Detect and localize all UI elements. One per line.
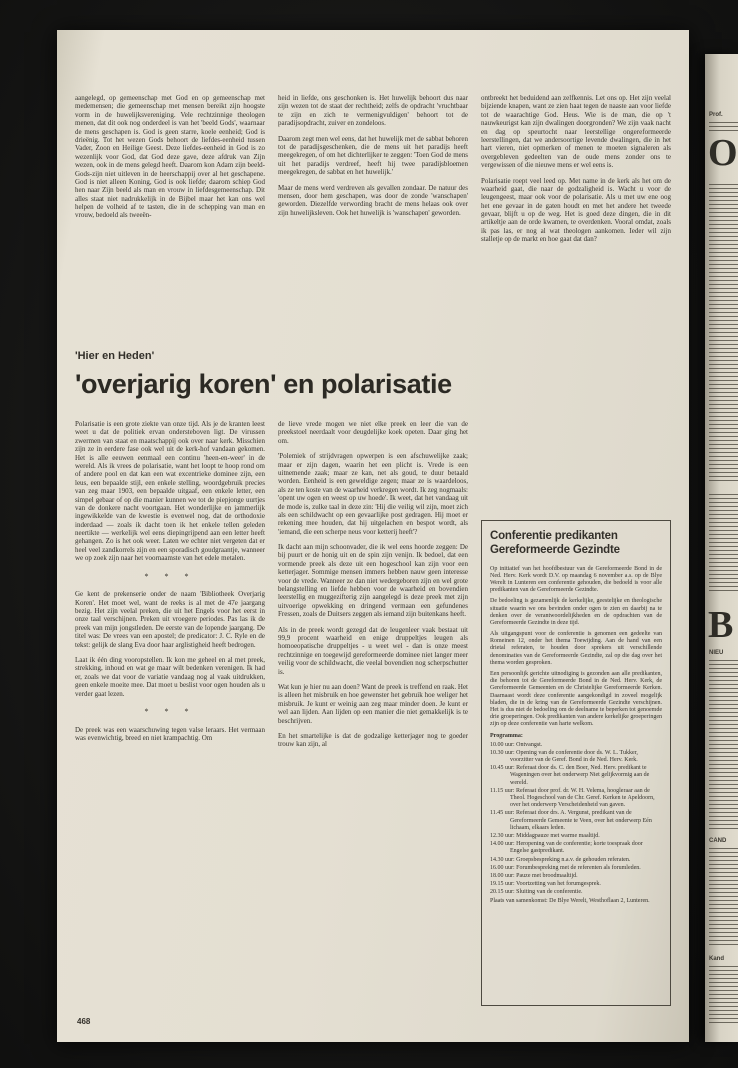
paragraph: Een persoonlijk gerichte uitnodiging is gezonden aan alle predikanten, die behoren tot de Gereformeerde Bond in de Ned. Herv. Kerk, de Gereformeerde Gemeenten en de Christelijke Gereformeerde Kerken. Daarnaast wordt deze conferentie aangekondigd in zoveel mogelijk bladen, die in de kring van de Gereformeerde Gezindte verschijnen. Het is dus niet de bedoeling om de deelname te beperken tot genoemde drie groeperingen. Ook predikanten van andere kerkelijke groeperingen zijn op deze conferentie van harte welkom. [490, 671, 662, 728]
paragraph: aangelegd, op gemeenschap met God en op gemeenschap met medemensen; die gemeenschap met mensen bereikt zijn hoogste vorm in de huwelijksvereniging. Vele rechtzinnige theologen menen, dat dit ook nog onderdeel is van het 'beeld Gods', waarnaar de mens geschapen is. God is geen starre, koele eenheid; God is drieënig. Tot het wezen Gods behoort de liefdes-eenheid tussen Vader, Zoon en Heilige Geest. Deze liefdes-eenheid in God is zo wezenlijk voor God, dat God deze gave, deze afdruk van Zijn wezen, ook in de mens gelegd heeft. Daarom kon Adam zijn beeld-Gods-zijn niet uitleven in de heerschappij over al het geschapene. God is niet alleen Koning, God is ook liefde; daarom schiep God hen naar Zijn beeld als man en vrouw in liefdesgemeenschap. Dit alles staat niet nadrukkelijk in de Bijbel maar het kan ons wel helpen de volheid af te tasten, die in de schepping van man en vrouw, bedoeld als tweeën- [75, 94, 265, 220]
program-item: 10.00 uur: Ontvangst. [490, 741, 543, 748]
paragraph: De preek was een waarschuwing tegen valse leraars. Het vermaan was evenwichtig, breed en niet krampachtig. Om [75, 725, 265, 742]
unreadable-text-lines [709, 848, 738, 948]
unreadable-text-lines [709, 660, 738, 830]
program-item: 11.45 uur: Referaat door drs. A. Vergunst, predikant van de Gereformeerde Gemeente te Veen, over het onderwerp Eén lichaam, elkaars leden. [490, 810, 652, 831]
section-separator: * * * [144, 571, 196, 581]
conference-box-title [490, 530, 662, 558]
magazine-page [57, 30, 689, 1042]
program-label: Programma: [490, 732, 523, 739]
adjacent-page-edge [705, 54, 738, 1042]
program-item: 14.00 uur: Heropening van de conferentie; korte toespraak door Engelse gastpredikant. [490, 841, 643, 855]
paragraph: Polarisatie roept veel leed op. Met name in de kerk als het om de waarheid gaat, die naar de godzaligheid is. Wacht u voor de leugengeest, maar ook voor de polarisatie. Als u met uw ene oog het ene gevaar in de gaten houdt en met het andere het tweede gevaar, blijft u op de weg. Het is goed deze dingen, die in dit artikeltje aan de orde kwamen, te overdenken. Vooral omdat, zoals ik pas las, er nog al wat theologen aankomen. Ieder wil zijn stalletje op de markt en hoe gaat dat dan? [481, 176, 671, 244]
top-column-3 [481, 94, 671, 338]
top-column-1 [75, 94, 265, 338]
adjacent-headline-initial: O [708, 132, 738, 174]
adjacent-caps-fragment: CAND [709, 838, 727, 844]
paragraph: Wat kun je hier nu aan doen? Want de preek is treffend en raak. Het is alleen het misbruik en hoe gewenster het gebruik hoe weliger het misbruik. Je kunt er weinig aan zeg maar minder doen. Je kunt er wel aan lijden. Aan lijden op een manier die niet gemakkelijk is te beschrijven. [278, 682, 468, 725]
unreadable-text-lines [709, 966, 738, 1026]
paragraph: ontbreekt het beduidend aan zelfkennis. Let ons op. Het zijn veelal bijziende knapen, want ze zien haat tegen de naaste aan voor liefde tot de waarachtige God. Heus. Wie is de man, die op 't nauwkeurigst kan zijn dwalingen doorgronden? We zijn vaak nacht en dag op speurtocht naar leerstellige ongereformeerde leerstellingen, dat we andersoortige levende dwalingen, die in het hart vieren, niet opmerken of menen te moeten signaleren als overgebleven gedeelten van de oude mens zonder ons te vergewissen of die nieuwe mens er wel eens is. [481, 94, 671, 170]
page-number: 468 [77, 1017, 91, 1026]
adjacent-author-fragment: Prof. [709, 112, 723, 118]
paragraph: 'Polemiek of strijdvragen opwerpen is een afschuwelijke zaak; maar er zijn dagen, waarin het een plicht is. Vrede is een uitnemende zaak; maar ze kan, net als goud, te duur betaald worden. Eenheid is een geweldige zegen; maar ze is waardeloos, als ze ten koste van de waarheid verkregen wordt. Ik zeg nogmaals: 'opent uw ogen en weest op uw hoede'. Ik weet, dat het vandaag uit de mode is, zulke taal in deze zin: 'Hij die veilig wil zijn, moet zich als een schildwacht op een gevaarlijke post gedragen. Hij moet er rekening mee houden, dat hij uitgelachen en bespot wordt, als 'iemand, die een scherpe neus voor ketterij heeft'? [278, 452, 468, 536]
conference-announcement-box [481, 520, 671, 1006]
article-body-section [75, 420, 671, 1006]
program-item: 10.45 uur: Referaat door ds. C. den Boer, Ned. Herv. predikant te Wageningen over het onderwerp Niet gelijkvormig aan de wereld. [490, 765, 650, 786]
paragraph: Maar de mens werd verdreven als gevallen zondaar. De natuur des mensen, door hem geschapen, was door de zonde 'wanschapen' geworden. Diezelfde verwording bracht de mens helaas ook over zijn huwelijksleven. Ook het huwelijk is 'wanschapen' geworden. [278, 183, 468, 217]
conference-title-line-1: Conferentie predikanten [490, 530, 618, 542]
paragraph: Als in de preek wordt gezegd dat de leugenleer vaak bestaat uit 99,9 procent waarheid en enige druppeltjes leugen als homoeopatische druppeltjes - u weet wel - dan is onze meest rechtzinnige en toegewijd gereformeerde dominee niet langer meer veilig voor de schildwacht, die veelal bovendien nog scherpschutter is. [278, 625, 468, 676]
program-item: 14.30 uur: Groepsbespreking n.a.v. de gehouden referaten. [490, 856, 631, 863]
paragraph: De bedoeling is gezamenlijk de kerkelijke, geestelijke en theologische situatie waarin we ons bevinden onder ogen te zien en daarbij na te denken over de verantwoordelijkheden en de opdrachten van de Gereformeerde Gezindte in deze tijd. [490, 598, 662, 626]
top-text-section [75, 94, 671, 338]
section-separator: * * * [144, 706, 196, 716]
paragraph: Als uitgangspunt voor de conferentie is genomen een gedeelte van Romeinen 12, onder het thema Toewijding. Aan de hand van een drietal referaten, te houden door sprekers uit verschillende denominaties van de Gereformeerde Gezindte, zal op die dag over het thema worden gesproken. [490, 631, 662, 666]
program-item: 12.30 uur: Middagpauze met warme maaltijd. [490, 832, 600, 839]
unreadable-text-lines [709, 494, 738, 594]
program-item: 16.00 uur: Forumbespreking met de referenten als forumleden. [490, 864, 641, 871]
paragraph: Ge kent de prekenserie onder de naam 'Bibliotheek Overjarig Koren'. Het moet wel, want de reeks is al met de 47e jaargang bezig. Het zijn veelal preken, die uit het Engels voor het eerst in onze taal verschijnen. Preken uit vroegere periodes. Pas las ik de preek van mijn jongstleden. De eerste van de lopende jaargang. De titel was: De vrees van een apostel; de predicator: J. C. Ryle en de tekst: gelijk de slang Eva door haar arglistigheid heeft bedrogen. [75, 590, 265, 649]
unreadable-text-lines [709, 184, 738, 484]
paragraph: Ik dacht aan mijn schoonvader, die ik wel eens hoorde zeggen: De bij puurt er de honig uit en de spin zijn venijn. Ik bedoel, dat een vormende preek als deze uit een hogeschool kan zijn voor een ketterjager. Sommige mensen immers hebben nauw geen interesse voor de vrede. Wanneer ze dan niet wedergeboren zijn en wel grote belangstelling en liefde hebben voor de waarheid en bovendien leerstellig en muggezifterig zijn aangelegd is deze preek met zijn uitvoerige opwekking en dringend vermaan een gefundenes Fressen, zoals de Duitsers zeggen als iemand zijn buitenkans heeft. [278, 543, 468, 619]
adjacent-caps-fragment: NIEU [709, 650, 724, 656]
program-item: 10.30 uur: Opening van de conferentie door ds. W. L. Tukker, voorzitter van de Geref. Bond in de Ned. Herv. Kerk. [490, 749, 638, 764]
article-title: 'overjarig koren' en polarisatie [75, 369, 452, 399]
paragraph: de lieve vrede mogen we niet elke preek en leer die van de preekstoel neerdaalt voor deugdelijke koek opeten. Daar ging het om. [278, 420, 468, 445]
adjacent-caps-fragment: Kand [709, 956, 724, 962]
program-item: 19.15 uur: Voortzetting van het forumgesprek. [490, 881, 601, 888]
program-item: 11.15 uur: Referaat door prof. dr. W. H. Velema, hoogleraar aan de Theol. Hogeschool van de Chr. Geref. Kerken te Apeldoorn, over het onderwerp Verscheidenheid van gaven. [490, 787, 655, 809]
top-column-2 [278, 94, 468, 338]
unreadable-text-lines [709, 122, 738, 132]
paragraph: Polarisatie is een grote ziekte van onze tijd. Als je de kranten leest weet u dat de politiek ervan ondersteboven ligt. De virussen zwermen van staat en maatschappij ook over naar kerk. Misschien zijn ze in eerdere fase ook wel uit de kerk-hof vandaan gekomen. Het is alle eeuwen eenmaal een continu 'heen-en-weer' in de wereld. Als ik vrees de polarisatie, want het loopt te hoop rond om of andere pool en dat kan een wat excentrieke dominee zijn, een leus, een bepaalde stijl, een enkele stelling, woordgebruik precies van zeg maar 1903, een bepaalde uitgaaf, een enkele letter, een simpel gebaar of op die manier kunnen we tot de piepjonge uurtjes van de donkere nacht voortgaan. Het wonderlijke en jammerlijk ingewikkelde van de kwestie is evenwel nog, dat de orthodoxie inderdaad — zoals ik dacht toen ik het enkele tellen geleden neertikte — werkelijk wel eens diepingrijpend aan een letter heeft gehangen. Zo is het ook weer. Laten we echter niet vergeten dat er heel veel zandkorrels zijn en een sporadisch goudgraantje, wanneer we op zoek zijn naar het voornaamste van het edele metalen. [75, 420, 265, 563]
conference-title-line-2: Gereformeerde Gezindte [490, 543, 620, 556]
article-kicker: 'Hier en Heden' [75, 350, 155, 362]
paragraph: Laat ik één ding vooropstellen. Ik kon me geheel en al met preek, strekking, inhoud en wat ge maar wilt bedenken verenigen. Ik had er, zoals we dat voor de variatie vandaag nog al vaak uitdrukken, geen enkele moeite mee. Dat moet u beslist voor ogen houden als u verder gaat lezen. [75, 655, 265, 698]
paragraph: En het smartelijke is dat de godzalige ketterjager nog te goeder trouw kan zijn, al [278, 731, 468, 749]
article-column-2 [278, 420, 468, 1006]
article-column-1 [75, 420, 265, 1006]
paragraph: Daarom zegt men wel eens, dat het huwelijk met de sabbat behoren tot de paradijsgeschenken, die de mens uit het paradijs heeft meegekregen, of om het dichterlijker te zeggen: 'Toen God de mens uit het paradijs verdreef, heeft hij twee paradijsbloemen meegekregen, de sabbat en het huwelijk.' [278, 134, 468, 177]
conference-location: Plaats van samenkomst: De Blye Werelt, Westhoflaan 2, Lunteren. [490, 898, 650, 905]
article-headline-block [75, 350, 671, 420]
adjacent-headline-initial: B [708, 604, 734, 646]
program-item: 20.15 uur: Sluiting van de conferentie. [490, 889, 583, 896]
paragraph: Op initiatief van het hoofdbestuur van de Gereformeerde Bond in de Ned. Herv. Kerk wordt D.V. op maandag 6 november a.s. op de Blye Werelt in Lunteren een conferentie gehouden, die bedoeld is voor alle predikanten van de Gereformeerde Gezindte. [490, 565, 662, 594]
paragraph: heid in liefde, ons geschonken is. Het huwelijk behoort dus naar zijn wezen tot de staat der rechtheid; zelfs de opdracht 'vruchtbaar te zijn en zich te vermenigvuldigen' behoort tot de paradijsopdracht, zuiver en zondeloos. [278, 94, 468, 128]
program-item: 18.00 uur: Pauze met broodmaaltijd. [490, 872, 578, 879]
article-column-3 [481, 420, 671, 1006]
